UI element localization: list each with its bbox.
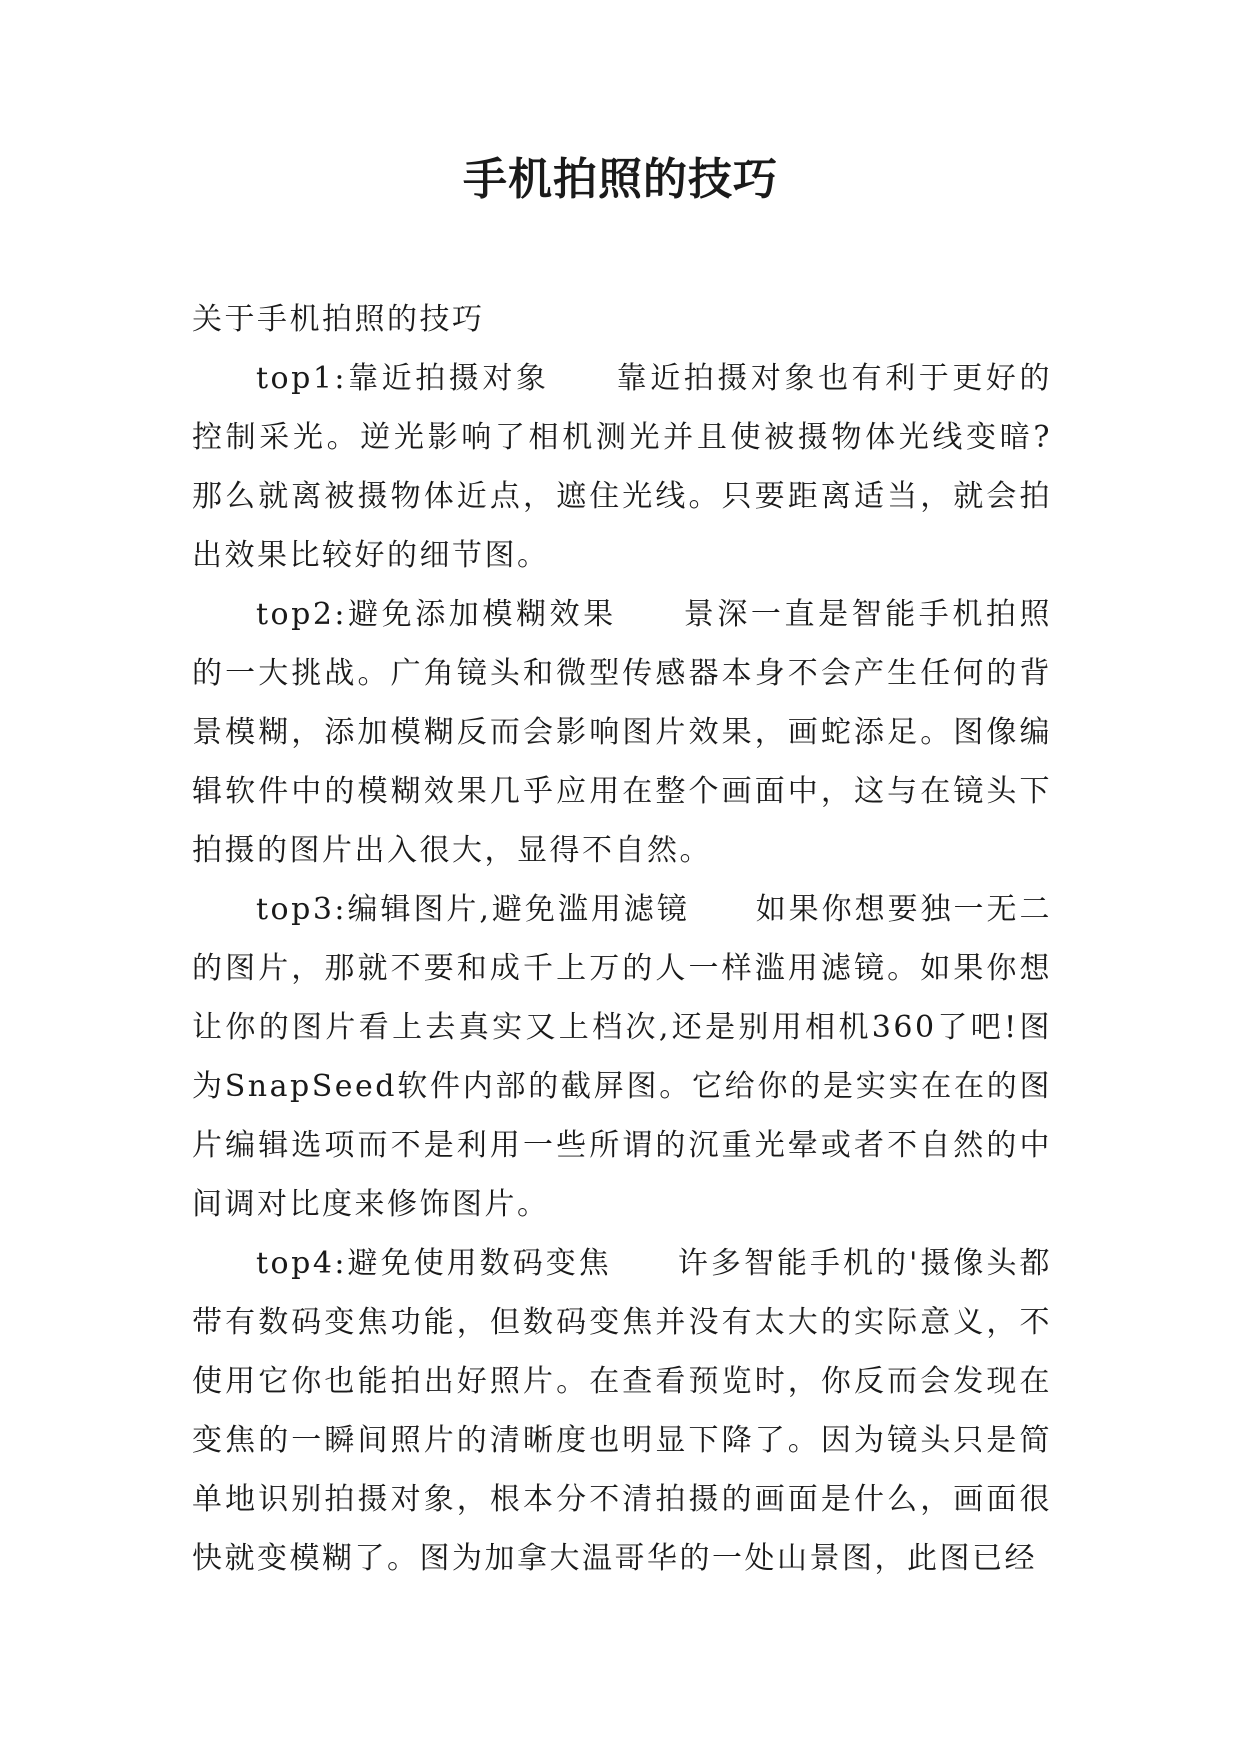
tip-paragraph-1: top1:靠近拍摄对象 靠近拍摄对象也有利于更好的控制采光。逆光影响了相机测光并且使被摄物体光线变暗?那么就离被摄物体近点，遮住光线。只要距离适当，就会拍出效果比较好的细节图。 [192, 361, 1052, 573]
document-body [192, 290, 1052, 1588]
intro-paragraph: 关于手机拍照的技巧 [192, 302, 485, 337]
tip-paragraph-4: top4:避免使用数码变焦 许多智能手机的'摄像头都带有数码变焦功能，但数码变焦并没有太大的实际意义，不使用它你也能拍出好照片。在查看预览时，你反而会发现在变焦的一瞬间照片的清晰度也明显下降了。因为镜头只是简单地识别拍摄对象，根本分不清拍摄的画面是什么，画面很快就变模糊了。图为加拿大温哥华的一处山景图，此图已经 [192, 1246, 1052, 1576]
tip-paragraph-2: top2:避免添加模糊效果 景深一直是智能手机拍照的一大挑战。广角镜头和微型传感器本身不会产生任何的背景模糊，添加模糊反而会影响图片效果，画蛇添足。图像编辑软件中的模糊效果几乎应用在整个画面中，这与在镜头下拍摄的图片出入很大，显得不自然。 [192, 597, 1052, 868]
document-title: 手机拍照的技巧 [463, 154, 778, 205]
tip-paragraph-3: top3:编辑图片,避免滥用滤镜 如果你想要独一无二的图片，那就不要和成千上万的人一样滥用滤镜。如果你想让你的图片看上去真实又上档次,还是别用相机360了吧!图为SnapSeed软件内部的截屏图。它给你的是实实在在的图片编辑选项而不是利用一些所谓的沉重光晕或者不自然的中间调对比度来修饰图片。 [192, 892, 1052, 1222]
